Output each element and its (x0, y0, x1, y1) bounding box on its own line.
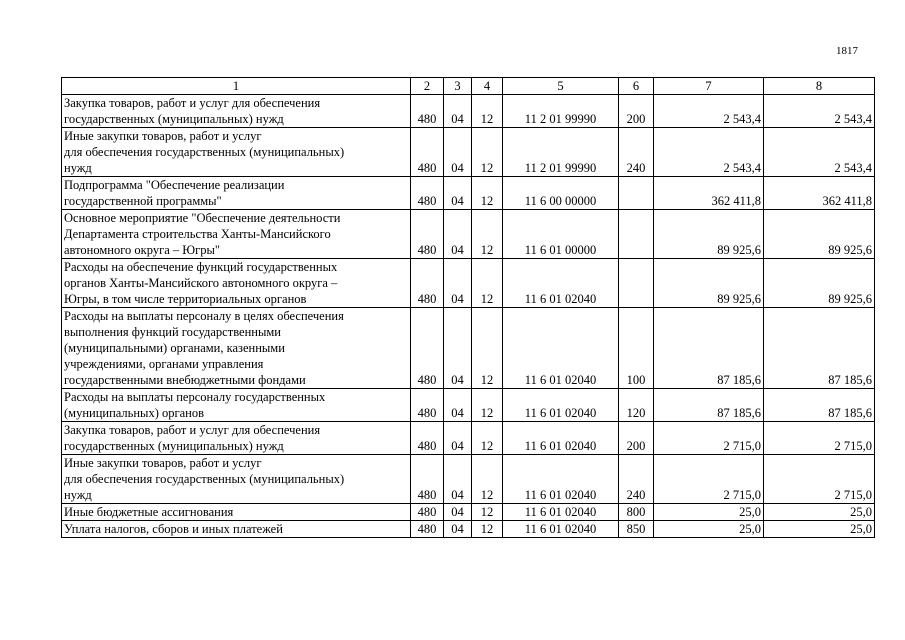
expense-type-code (619, 177, 654, 210)
section-code: 04 (444, 422, 472, 455)
amount-col7: 25,0 (654, 521, 764, 538)
ministry-code: 480 (411, 210, 444, 259)
ministry-code: 480 (411, 422, 444, 455)
amount-col7: 2 715,0 (654, 422, 764, 455)
ministry-code: 480 (411, 259, 444, 308)
column-header: 7 (654, 78, 764, 95)
expense-type-code: 240 (619, 455, 654, 504)
subsection-code: 12 (472, 210, 503, 259)
ministry-code: 480 (411, 128, 444, 177)
expense-name: Основное мероприятие "Обеспечение деятельности Департамента строительства Ханты-Мансийского автономного округа – Югры" (62, 210, 411, 259)
subsection-code: 12 (472, 177, 503, 210)
subsection-code: 12 (472, 259, 503, 308)
amount-col8: 362 411,8 (764, 177, 875, 210)
amount-col8: 2 715,0 (764, 422, 875, 455)
amount-col8: 25,0 (764, 504, 875, 521)
table-row (62, 389, 875, 422)
amount-col8: 2 715,0 (764, 455, 875, 504)
expense-type-code: 850 (619, 521, 654, 538)
target-article-code: 11 6 01 02040 (503, 504, 619, 521)
expense-name: Закупка товаров, работ и услуг для обеспечения государственных (муниципальных) нужд (62, 95, 411, 128)
subsection-code: 12 (472, 504, 503, 521)
ministry-code: 480 (411, 455, 444, 504)
ministry-code: 480 (411, 308, 444, 389)
ministry-code: 480 (411, 504, 444, 521)
expense-name: Иные бюджетные ассигнования (62, 504, 411, 521)
target-article-code: 11 2 01 99990 (503, 95, 619, 128)
section-code: 04 (444, 308, 472, 389)
target-article-code: 11 6 01 02040 (503, 455, 619, 504)
target-article-code: 11 6 01 02040 (503, 422, 619, 455)
table-row (62, 422, 875, 455)
section-code: 04 (444, 95, 472, 128)
target-article-code: 11 6 01 02040 (503, 389, 619, 422)
subsection-code: 12 (472, 128, 503, 177)
ministry-code: 480 (411, 177, 444, 210)
column-header: 3 (444, 78, 472, 95)
section-code: 04 (444, 455, 472, 504)
section-code: 04 (444, 521, 472, 538)
subsection-code: 12 (472, 455, 503, 504)
page-number: 1817 (836, 45, 858, 57)
header-row (62, 78, 875, 95)
table-row (62, 177, 875, 210)
budget-table (61, 77, 875, 538)
amount-col7: 25,0 (654, 504, 764, 521)
amount-col8: 2 543,4 (764, 128, 875, 177)
expense-name: Расходы на выплаты персоналу в целях обеспечения выполнения функций государственными (муниципальными) органами, казенными учреждениями, органами управления государственными внебюджетными фондами (62, 308, 411, 389)
table-row (62, 308, 875, 389)
column-header: 8 (764, 78, 875, 95)
expense-name: Закупка товаров, работ и услуг для обеспечения государственных (муниципальных) нужд (62, 422, 411, 455)
column-header: 6 (619, 78, 654, 95)
expense-type-code: 800 (619, 504, 654, 521)
subsection-code: 12 (472, 95, 503, 128)
section-code: 04 (444, 389, 472, 422)
table-row (62, 259, 875, 308)
amount-col8: 89 925,6 (764, 259, 875, 308)
subsection-code: 12 (472, 422, 503, 455)
table-row (62, 455, 875, 504)
subsection-code: 12 (472, 389, 503, 422)
section-code: 04 (444, 210, 472, 259)
section-code: 04 (444, 177, 472, 210)
expense-type-code: 240 (619, 128, 654, 177)
expense-name: Расходы на выплаты персоналу государственных (муниципальных) органов (62, 389, 411, 422)
table-row (62, 95, 875, 128)
section-code: 04 (444, 259, 472, 308)
expense-type-code: 200 (619, 95, 654, 128)
expense-type-code: 200 (619, 422, 654, 455)
expense-name: Расходы на обеспечение функций государственных органов Ханты-Мансийского автономного округа – Югры, в том числе территориальных органов (62, 259, 411, 308)
amount-col8: 25,0 (764, 521, 875, 538)
column-header: 5 (503, 78, 619, 95)
table-row (62, 504, 875, 521)
amount-col8: 89 925,6 (764, 210, 875, 259)
target-article-code: 11 6 01 02040 (503, 521, 619, 538)
section-code: 04 (444, 504, 472, 521)
ministry-code: 480 (411, 95, 444, 128)
amount-col7: 87 185,6 (654, 389, 764, 422)
expense-type-code (619, 259, 654, 308)
amount-col8: 87 185,6 (764, 389, 875, 422)
amount-col7: 89 925,6 (654, 259, 764, 308)
subsection-code: 12 (472, 308, 503, 389)
ministry-code: 480 (411, 521, 444, 538)
amount-col7: 89 925,6 (654, 210, 764, 259)
expense-type-code (619, 210, 654, 259)
expense-type-code: 120 (619, 389, 654, 422)
target-article-code: 11 6 00 00000 (503, 177, 619, 210)
expense-name: Подпрограмма "Обеспечение реализации государственной программы" (62, 177, 411, 210)
target-article-code: 11 6 01 02040 (503, 308, 619, 389)
expense-type-code: 100 (619, 308, 654, 389)
ministry-code: 480 (411, 389, 444, 422)
table-row (62, 521, 875, 538)
amount-col8: 2 543,4 (764, 95, 875, 128)
target-article-code: 11 6 01 02040 (503, 259, 619, 308)
column-header: 4 (472, 78, 503, 95)
table-row (62, 128, 875, 177)
amount-col8: 87 185,6 (764, 308, 875, 389)
amount-col7: 2 543,4 (654, 95, 764, 128)
target-article-code: 11 2 01 99990 (503, 128, 619, 177)
amount-col7: 2 715,0 (654, 455, 764, 504)
amount-col7: 362 411,8 (654, 177, 764, 210)
column-header: 1 (62, 78, 411, 95)
table-row (62, 210, 875, 259)
column-header: 2 (411, 78, 444, 95)
expense-name: Иные закупки товаров, работ и услуг для обеспечения государственных (муниципальных) нужд (62, 128, 411, 177)
section-code: 04 (444, 128, 472, 177)
amount-col7: 2 543,4 (654, 128, 764, 177)
target-article-code: 11 6 01 00000 (503, 210, 619, 259)
expense-name: Уплата налогов, сборов и иных платежей (62, 521, 411, 538)
expense-name: Иные закупки товаров, работ и услуг для обеспечения государственных (муниципальных) нужд (62, 455, 411, 504)
amount-col7: 87 185,6 (654, 308, 764, 389)
subsection-code: 12 (472, 521, 503, 538)
